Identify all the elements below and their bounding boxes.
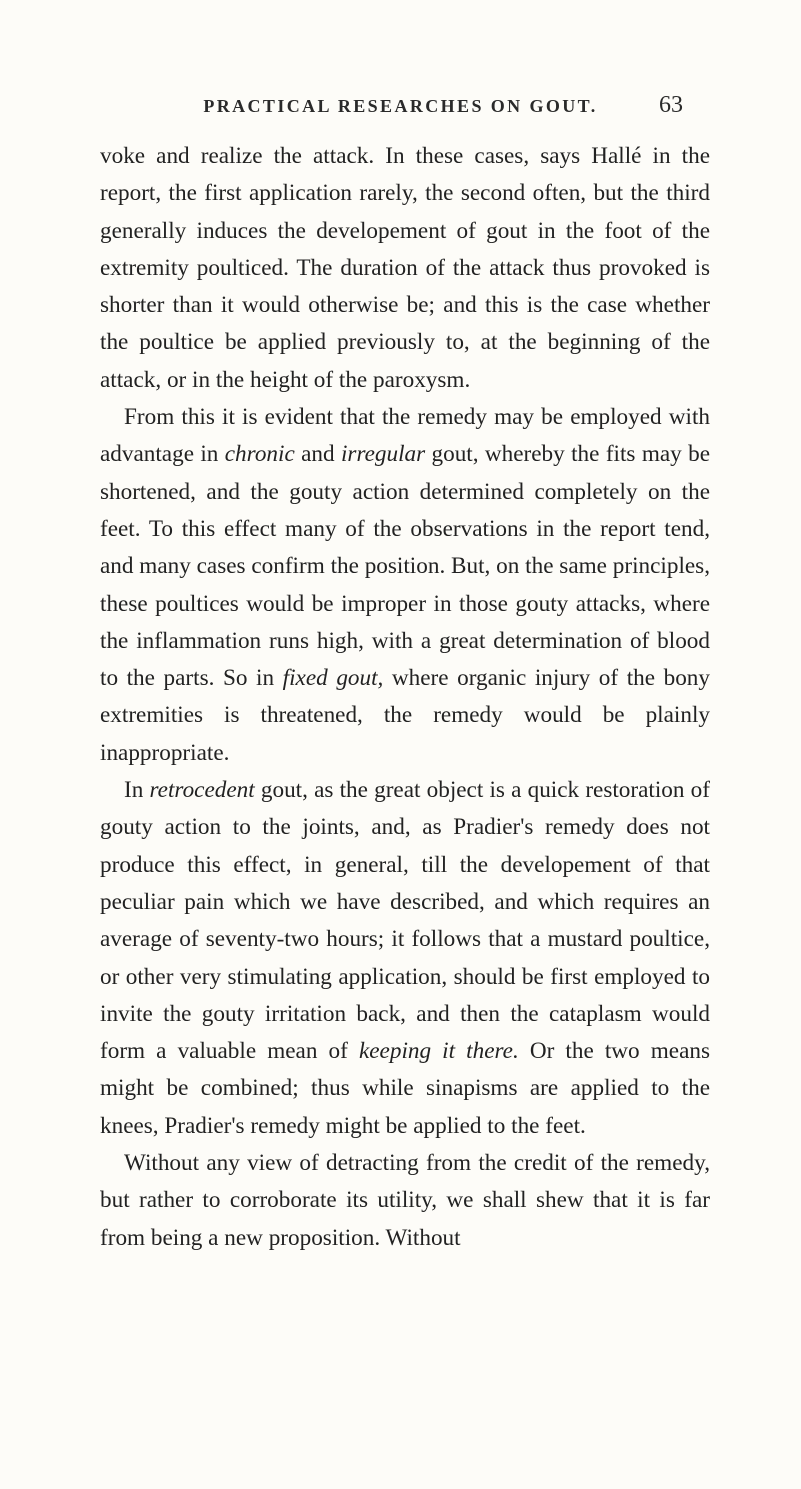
paragraph xyxy=(100,138,710,399)
text-segment: Without any view of detracting from the credit of the remedy, but rather to corroborate its utility, we shall shew that it is far from being a new proposition. Without xyxy=(100,1150,710,1251)
emphasis-retrocedent: retrocedent xyxy=(149,777,255,804)
emphasis-fixed-gout: fixed gout, xyxy=(282,665,384,692)
running-title: PRACTICAL RESEARCHES ON GOUT. xyxy=(203,96,598,116)
text-segment: In xyxy=(124,777,150,804)
text-segment: where organic injury of the bony extremities is threatened, the remedy would be plainly inappropriate. xyxy=(100,665,710,766)
emphasis-chronic: chronic xyxy=(224,441,295,468)
running-head xyxy=(0,92,801,122)
text-segment: voke and realize the attack. In these cases, says Hallé in the report, the first application rarely, the second often, but the third generally induces the developement of gout in the foot of the extremity poulticed. The duration of the attack thus provoked is shorter than it would otherwise be; and this is the case whether the poultice be applied previously to, at the beginning of the attack, or in the height of the paroxysm. xyxy=(100,143,710,393)
text-segment: From this it is evident that the remedy may be employed with advantage in xyxy=(100,404,710,468)
text-segment: gout, as the great object is a quick restoration of gouty action to the joints, and, as Pradier's remedy does not produce this effect, in general, till the developement of that peculiar pain which we have described, and which requires an average of seventy-two hours; it follows that a mustard poultice, or other very stimulating application, should be first employed to invite the gouty irritation back, and then the cataplasm would form a valuable mean of xyxy=(100,777,710,1065)
paragraph xyxy=(100,772,710,1145)
text-segment: and xyxy=(294,441,341,468)
text-segment: Or the two means might be combined; thus while sinapisms are applied to the knees, Pradier's remedy might be applied to the feet. xyxy=(100,1038,710,1139)
paragraph xyxy=(100,1145,710,1257)
emphasis-irregular: irregular xyxy=(340,441,426,468)
paragraph xyxy=(100,399,710,772)
emphasis-keeping-it-there: keeping it there. xyxy=(358,1038,519,1065)
body-text xyxy=(100,138,710,1257)
page-number: 63 xyxy=(659,92,683,118)
text-segment: gout, whereby the fits may be shortened, and the gouty action determined completely on the feet. To this effect many of the observations in the report tend, and many cases confirm the position. But, on the same principles, these poultices would be improper in those gouty attacks, where the inflammation runs high, with a great determination of blood to the parts. So in xyxy=(100,441,710,692)
